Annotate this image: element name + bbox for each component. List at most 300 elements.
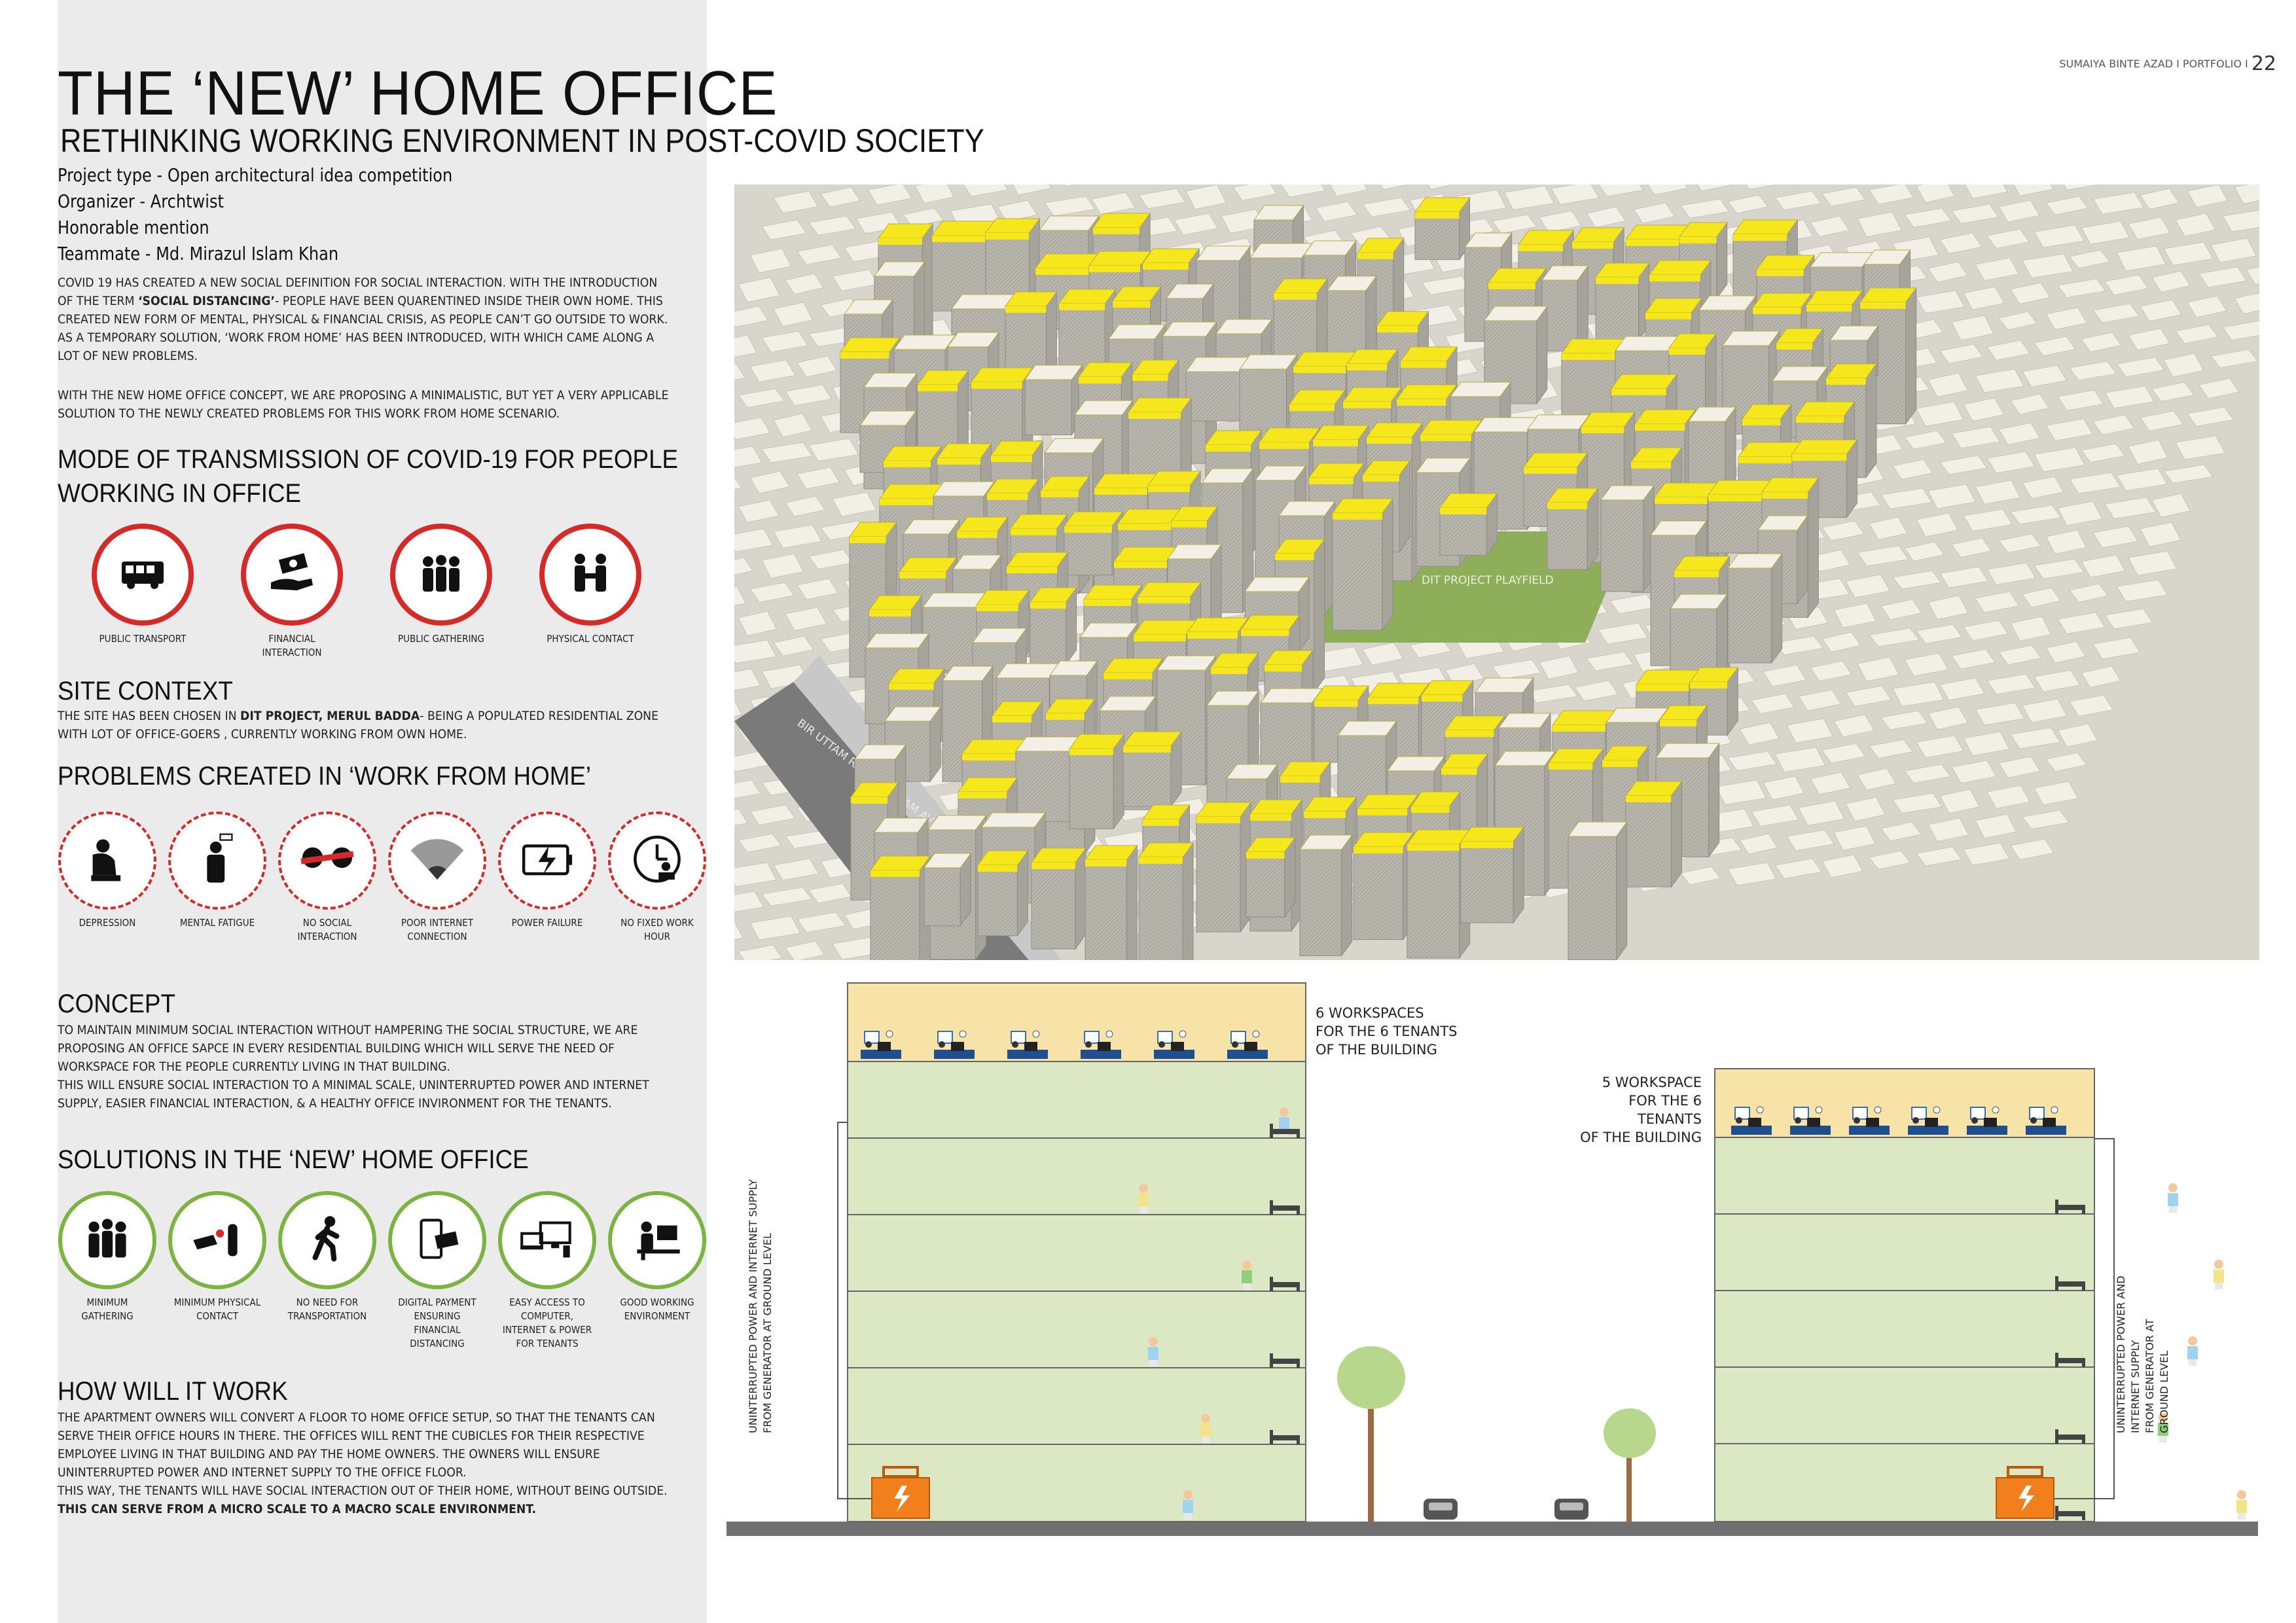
tower-side — [1382, 499, 1393, 630]
office-floor-band — [1347, 364, 1387, 370]
icon-label: NO SOCIAL INTERACTION — [297, 917, 357, 942]
clock-icon — [1816, 1107, 1822, 1113]
office-floor-band — [986, 233, 1029, 240]
head — [2237, 1490, 2246, 1499]
office-rooftop-highlight — [1138, 582, 1201, 597]
office-floor-band — [1669, 348, 1706, 355]
office-floor-band — [1422, 695, 1463, 702]
rooftop — [1810, 253, 1873, 267]
tower-face — [1415, 212, 1460, 260]
office-rooftop-highlight — [1796, 402, 1854, 416]
office-floor-band — [1776, 343, 1812, 349]
tower-block — [1085, 846, 1137, 960]
office-floor-band — [962, 754, 1017, 760]
office-floor-band — [1274, 293, 1317, 300]
tower-block — [1542, 266, 1588, 351]
office-rooftop-highlight — [1007, 552, 1067, 567]
monitor — [1807, 1118, 1820, 1127]
office-rooftop-highlight — [1649, 260, 1711, 275]
intro-text-b: - PEOPLE HAVE BEEN QUARENTINED INSIDE THEIR OWN HOME. THIS CREATED NEW FORM OF MENTAL, PHYSICAL & FINANCIAL CRISIS, AS PEOPLE CAN’T GO OUTSIDE TO WORK. AS A TEMPORARY SOLUTION, ‘WORK FROM HOME’ HAS BEEN INTRODUCED, WITH WHICH CAME ALONG A LOT OF NEW PROBLEMS. — [58, 294, 668, 363]
headboard — [1270, 1430, 1273, 1444]
mattress — [2055, 1281, 2085, 1287]
concept-heading: CONCEPT — [58, 990, 175, 1018]
office-floor-band — [1172, 521, 1207, 527]
icon-cell — [605, 812, 709, 944]
office-floor-band — [1401, 361, 1446, 368]
rooftop — [1245, 577, 1309, 592]
meta-project-type: Project type - Open architectural idea competition — [58, 164, 453, 186]
office-rooftop-highlight — [1792, 440, 1857, 454]
tower-face — [1025, 380, 1071, 435]
office-floor-band — [1079, 377, 1121, 383]
office-floor-band — [869, 610, 911, 616]
worker-head — [2030, 1117, 2037, 1124]
office-floor-band — [937, 458, 980, 465]
concept-text: TO MAINTAIN MINIMUM SOCIAL INTERACTION WITHOUT HAMPERING THE SOCIAL STRUCTURE, WE ARE PROPOSING AN OFFICE SAPCE IN EVERY RESIDENTIAL BUILDING WHICH WILL SERVE THE NEED OF WORKSPACE FOR THE PEOPLE CURRENTLY LIVING IN THAT BUILDING. — [58, 1023, 638, 1074]
window — [865, 1031, 879, 1043]
footboard — [2082, 1358, 2085, 1367]
icon-label: GOOD WORKING ENVIRONMENT — [620, 1296, 694, 1322]
depressed-person-icon — [58, 812, 156, 910]
icon-label: DEPRESSION — [79, 917, 136, 929]
desk — [1007, 1050, 1048, 1059]
office-floor-band — [1792, 454, 1846, 461]
site-axonometric-map — [734, 185, 2259, 960]
office-floor-band — [1314, 700, 1358, 707]
rooftop — [982, 813, 1045, 827]
office-floor-band — [1211, 668, 1247, 674]
office-floor-band — [991, 455, 1032, 462]
tower-face — [1547, 503, 1587, 569]
office-floor-band — [1187, 632, 1238, 639]
tower-face — [1300, 849, 1342, 955]
office-floor-band — [1655, 497, 1708, 504]
office-rooftop-highlight — [1461, 827, 1524, 842]
tower-side — [1537, 306, 1547, 404]
meta-organizer: Organizer - Archtwist — [58, 190, 224, 212]
monitor — [1866, 1118, 1879, 1127]
office-floor-band — [884, 461, 931, 467]
transmission-icons — [58, 524, 712, 661]
head — [1149, 1337, 1158, 1346]
office-floor-band — [1059, 304, 1105, 310]
mattress — [1270, 1129, 1300, 1134]
icon-cell — [275, 1191, 380, 1323]
office-floor-band — [1094, 488, 1147, 495]
small-group-icon — [58, 1191, 156, 1289]
tower-face — [1708, 495, 1763, 553]
office-floor-band — [1134, 635, 1186, 641]
office-floor-band — [1085, 860, 1126, 866]
office-floor-band — [1309, 478, 1354, 484]
office-floor-band — [1275, 554, 1314, 560]
office-rooftop-highlight — [1757, 255, 1814, 270]
body — [1279, 1117, 1289, 1130]
site-text-a: THE SITE HAS BEEN CHOSEN IN — [58, 709, 241, 723]
tower-block — [1354, 832, 1414, 940]
window — [1971, 1107, 1985, 1119]
office-floor-band — [1547, 503, 1587, 509]
office-floor-band — [1123, 746, 1171, 753]
monitor — [1925, 1118, 1938, 1127]
office-rooftop-highlight — [971, 368, 1033, 382]
icon-label: DIGITAL PAYMENT ENSURING FINANCIAL DISTANCING — [398, 1296, 476, 1349]
tower-block — [924, 853, 971, 926]
office-floor-band — [977, 605, 1018, 611]
tower-face — [1246, 852, 1285, 917]
worker-head — [1012, 1041, 1018, 1048]
office-floor-band — [1304, 812, 1346, 818]
office-floor-band — [992, 716, 1031, 722]
headboard — [2055, 1200, 2058, 1214]
office-floor-band — [1246, 852, 1285, 859]
no-interaction-icon — [278, 812, 376, 910]
tower-side — [1183, 843, 1193, 960]
tower-side — [1772, 554, 1782, 663]
mattress — [1270, 1282, 1300, 1287]
worker-head — [1854, 1117, 1860, 1124]
mattress — [1270, 1205, 1300, 1211]
office-floor-band — [1742, 419, 1780, 425]
tower-block — [1030, 588, 1077, 664]
tower-block — [1728, 554, 1782, 663]
body — [1148, 1347, 1158, 1360]
transmission-heading-line-1: MODE OF TRANSMISSION OF COVID-19 FOR PEOPLE — [58, 445, 679, 474]
window — [1735, 1107, 1749, 1119]
window — [1158, 1031, 1172, 1043]
page-subtitle: RETHINKING WORKING ENVIRONMENT IN POST-COVID SOCIETY — [60, 122, 984, 159]
tower-block — [1300, 835, 1352, 955]
office-floor-band — [1753, 308, 1801, 314]
resident-icon — [1183, 1490, 1193, 1520]
icon-label: MINIMUM GATHERING — [81, 1296, 134, 1322]
problems-heading: PROBLEMS CREATED IN ‘WORK FROM HOME’ — [58, 762, 592, 791]
page-title: THE ‘NEW’ HOME OFFICE — [58, 58, 778, 128]
right-workspace-note: 5 WORKSPACE FOR THE 6 TENANTS OF THE BUILDING — [1580, 1075, 1702, 1145]
headboard — [2055, 1276, 2058, 1291]
office-floor-band — [1103, 673, 1153, 679]
office-floor-band — [1826, 378, 1866, 385]
office-rooftop-highlight — [870, 856, 930, 870]
tower-face — [1016, 751, 1070, 821]
office-floor-band — [1649, 275, 1700, 281]
office-floor-band — [1708, 495, 1763, 501]
office-floor-band — [1064, 526, 1112, 533]
office-floor-band — [1441, 768, 1477, 775]
tower-block — [1626, 781, 1681, 887]
mattress — [2055, 1358, 2085, 1363]
resident-icon — [1242, 1260, 1252, 1290]
body — [1200, 1423, 1211, 1436]
monitor — [2043, 1118, 2056, 1127]
monitor — [1244, 1042, 1257, 1051]
icon-label: MENTAL FATIGUE — [179, 917, 255, 929]
window — [1011, 1031, 1026, 1043]
legs — [2189, 1359, 2197, 1366]
icon-label: PUBLIC GATHERING — [397, 633, 484, 645]
tower-block — [1568, 822, 1627, 960]
rooftop — [1656, 743, 1719, 758]
window — [1853, 1107, 1867, 1119]
monitor — [1024, 1042, 1037, 1051]
tower-face — [1196, 817, 1240, 932]
office-floor-band — [1343, 402, 1391, 408]
office-floor-band — [1143, 819, 1179, 826]
resident-icon — [2214, 1260, 2224, 1289]
tower-face — [978, 865, 1017, 936]
page-header — [2059, 52, 2276, 75]
body — [2168, 1193, 2178, 1206]
office-rooftop-highlight — [1064, 512, 1122, 526]
icon-cell — [165, 812, 270, 930]
head — [1201, 1414, 1210, 1423]
footboard — [2082, 1205, 2085, 1214]
office-rooftop-highlight — [1524, 453, 1588, 467]
desk — [1731, 1126, 1772, 1135]
legs — [2159, 1436, 2167, 1442]
clock-icon — [1874, 1107, 1881, 1113]
office-floor-band — [1733, 234, 1787, 241]
intro-text-a: COVID 19 HAS CREATED A NEW SOCIAL DEFINITION FOR SOCIAL INTERACTION. WITH THE INTRODUCTION OF THE TERM — [58, 276, 658, 308]
tower-face — [1030, 602, 1066, 664]
headboard — [1270, 1124, 1273, 1138]
tower-face — [1440, 508, 1486, 556]
office-floor-band — [1377, 326, 1418, 332]
office-floor-band — [1626, 240, 1679, 246]
office-floor-band — [1069, 749, 1113, 755]
how-heading: HOW WILL IT WORK — [58, 1377, 288, 1406]
office-floor-band — [1679, 237, 1717, 243]
legs — [2215, 1283, 2223, 1289]
office-floor-band — [1089, 266, 1140, 272]
office-floor-band — [1241, 630, 1289, 636]
tower-side — [1314, 539, 1325, 692]
icon-label: POWER FAILURE — [511, 917, 583, 929]
office-floor-band — [1046, 713, 1085, 720]
office-rooftop-highlight — [1103, 658, 1163, 673]
headboard — [2055, 1429, 2058, 1444]
legs — [1243, 1283, 1251, 1290]
footboard — [1297, 1282, 1300, 1291]
office-floor-band — [1005, 306, 1046, 313]
clock-icon — [1033, 1031, 1039, 1037]
icon-label: PHYSICAL CONTACT — [547, 633, 634, 645]
office-floor-band — [1084, 599, 1131, 606]
solution-icons — [58, 1191, 712, 1361]
worker-head — [1795, 1117, 1801, 1124]
office-floor-band — [1796, 416, 1844, 423]
office-rooftop-highlight — [1089, 251, 1151, 266]
office-floor-band — [1128, 412, 1181, 419]
office-rooftop-highlight — [1733, 220, 1797, 234]
tower-side — [1808, 478, 1818, 617]
tower-block — [1246, 838, 1295, 917]
office-floor-band — [1631, 462, 1671, 469]
icon-cell — [165, 1191, 270, 1323]
tower-block — [1415, 198, 1470, 260]
tower-block — [1123, 732, 1181, 806]
money-hand-icon — [241, 524, 343, 626]
office-floor-band — [1139, 857, 1183, 864]
office-floor-band — [1440, 508, 1486, 514]
tower-block — [1333, 499, 1393, 630]
desk-worker-icon — [608, 1191, 706, 1289]
office-floor-band — [1488, 283, 1535, 289]
office-rooftop-highlight — [1128, 398, 1191, 412]
tower-face — [1139, 857, 1183, 960]
office-floor-band — [1007, 567, 1057, 573]
rooftop — [1261, 688, 1322, 703]
concept-text-2: THIS WILL ENSURE SOCIAL INTERACTION TO A MINIMAL SCALE, UNINTERRUPTED POWER AND INTERNET SUPPLY, EASIER FINANCIAL INTERACTION, & A HEALTHY OFFICE INVIRONMENT FOR THE TENANTS. — [58, 1078, 649, 1111]
bus-icon — [92, 524, 194, 626]
tower-face — [1123, 746, 1171, 806]
clock-icon — [1757, 1107, 1763, 1113]
head — [1139, 1184, 1148, 1193]
rooftop — [1670, 594, 1727, 609]
office-floor-band — [1206, 445, 1251, 452]
project-meta — [58, 162, 452, 267]
office-floor-band — [851, 797, 888, 804]
resident-icon — [2168, 1183, 2178, 1213]
tower-face — [1728, 568, 1772, 663]
legs — [1202, 1436, 1210, 1443]
office-floor-band — [1367, 437, 1412, 444]
icon-label: EASY ACCESS TO COMPUTER, INTERNET & POWER FOR TENANTS — [502, 1296, 592, 1349]
footboard — [1297, 1129, 1300, 1138]
tower-block — [1596, 263, 1649, 340]
how-text-2: THIS WAY, THE TENANTS WILL HAVE SOCIAL INTERACTION OUT OF THEIR HOME, WITHOUT BEING OUTSIDE. — [58, 1484, 668, 1498]
rooftop — [1528, 415, 1589, 429]
resident-icon — [2236, 1490, 2247, 1520]
rooftop — [1606, 708, 1668, 722]
monitor — [1984, 1118, 1997, 1127]
office-floor-band — [1635, 424, 1685, 431]
resident-icon — [1148, 1337, 1158, 1366]
office-floor-band — [1118, 524, 1172, 530]
office-rooftop-highlight — [840, 338, 900, 352]
desk — [1908, 1126, 1948, 1135]
window — [1912, 1107, 1926, 1119]
meta-award: Honorable mention — [58, 217, 209, 238]
icon-cell — [495, 1191, 600, 1351]
head — [1280, 1107, 1289, 1116]
office-floor-band — [878, 238, 922, 245]
office-floor-band — [1806, 305, 1852, 312]
tower-face — [1568, 836, 1617, 960]
icon-label: PUBLIC TRANSPORT — [99, 633, 187, 645]
building-section-drawing — [720, 975, 2278, 1551]
office-rooftop-highlight — [1333, 499, 1393, 513]
body — [1242, 1270, 1252, 1283]
tower-face — [1186, 372, 1241, 421]
resident-icon — [2187, 1336, 2198, 1366]
office-floor-band — [840, 352, 889, 359]
body — [2214, 1270, 2224, 1283]
body — [1138, 1194, 1149, 1207]
office-floor-band — [1138, 597, 1191, 603]
legs — [1184, 1513, 1192, 1520]
clock-worker-icon — [608, 812, 706, 910]
section-svg — [720, 975, 2278, 1551]
office-floor-band — [1289, 404, 1335, 411]
office-floor-band — [1357, 253, 1393, 259]
site-text-b: - BEING A POPULATED RESIDENTIAL ZONE WITH LOT OF OFFICE-GOERS , CURRENTLY WORKING FROM OWN HOME. — [58, 709, 659, 741]
office-floor-band — [1293, 366, 1346, 373]
intro-text-bold: ‘SOCIAL DISTANCING’ — [137, 294, 276, 308]
desk — [2026, 1126, 2066, 1135]
rooftop — [1240, 355, 1297, 369]
tower-block — [1440, 493, 1497, 556]
icon-label: FINANCIAL INTERACTION — [262, 633, 322, 658]
transmission-heading-line-2: WORKING IN OFFICE — [58, 479, 302, 508]
rooftop — [1157, 656, 1216, 670]
body — [1183, 1500, 1193, 1513]
desk — [1849, 1126, 1890, 1135]
intro-paragraph-2: WITH THE NEW HOME OFFICE CONCEPT, WE ARE PROPOSING A MINIMALISTIC, BUT YET A VERY APPLICABLE SOLUTION TO THE NEWLY CREATED PROBLEMS FOR THIS WORK FROM HOME SCENARIO. — [58, 388, 669, 421]
head — [2214, 1260, 2223, 1269]
office-floor-band — [880, 499, 934, 505]
icon-cell — [233, 524, 351, 660]
rooftop — [1484, 306, 1547, 321]
headboard — [2055, 1353, 2058, 1367]
icon-cell — [55, 812, 160, 930]
worker-head — [1971, 1117, 1978, 1124]
icon-cell — [55, 1191, 160, 1323]
monitor — [878, 1042, 891, 1051]
head — [2188, 1336, 2197, 1346]
worker-head — [1085, 1041, 1092, 1048]
office-floor-band — [1757, 270, 1804, 276]
office-floor-band — [1354, 847, 1403, 853]
tower-face — [1626, 796, 1671, 887]
tower-side — [1075, 848, 1086, 949]
tower-block — [1196, 802, 1251, 932]
office-floor-band — [1148, 486, 1190, 492]
office-floor-band — [1645, 313, 1691, 319]
tower-block — [1547, 488, 1598, 569]
office-floor-band — [1114, 562, 1167, 568]
office-floor-band — [1363, 475, 1399, 482]
headboard — [1270, 1277, 1273, 1291]
office-floor-band — [1113, 301, 1151, 308]
footboard — [2082, 1511, 2085, 1520]
tower-block — [1407, 830, 1470, 958]
office-rooftop-highlight — [958, 777, 1017, 792]
tower-block — [1031, 848, 1086, 949]
office-rooftop-highlight — [884, 446, 941, 461]
office-floor-band — [1411, 806, 1450, 813]
stop-hand-icon — [168, 1191, 266, 1289]
clock-icon — [960, 1031, 966, 1037]
office-floor-band — [957, 531, 997, 538]
rooftop — [1475, 678, 1534, 692]
office-floor-band — [1549, 763, 1592, 770]
monitor — [1748, 1118, 1761, 1127]
phone-payment-icon — [388, 1191, 486, 1289]
office-rooftop-highlight — [1084, 585, 1141, 599]
portfolio-label: SUMAIYA BINTE AZAD I PORTFOLIO I — [2059, 58, 2248, 70]
tower-block — [1601, 486, 1654, 592]
right-supply-note: UNINTERRUPTED POWER AND INTERNET SUPPLY FROM GENERATOR AT GROUND LEVEL — [2115, 1275, 2170, 1433]
rooftop — [1075, 401, 1133, 415]
worker-head — [1158, 1041, 1165, 1048]
legs — [2238, 1513, 2246, 1520]
office-floor-band — [1368, 698, 1418, 704]
tower-side — [1906, 288, 1916, 424]
icon-cell — [605, 1191, 709, 1323]
tower-face — [1461, 842, 1513, 923]
office-rooftop-highlight — [1440, 493, 1497, 508]
